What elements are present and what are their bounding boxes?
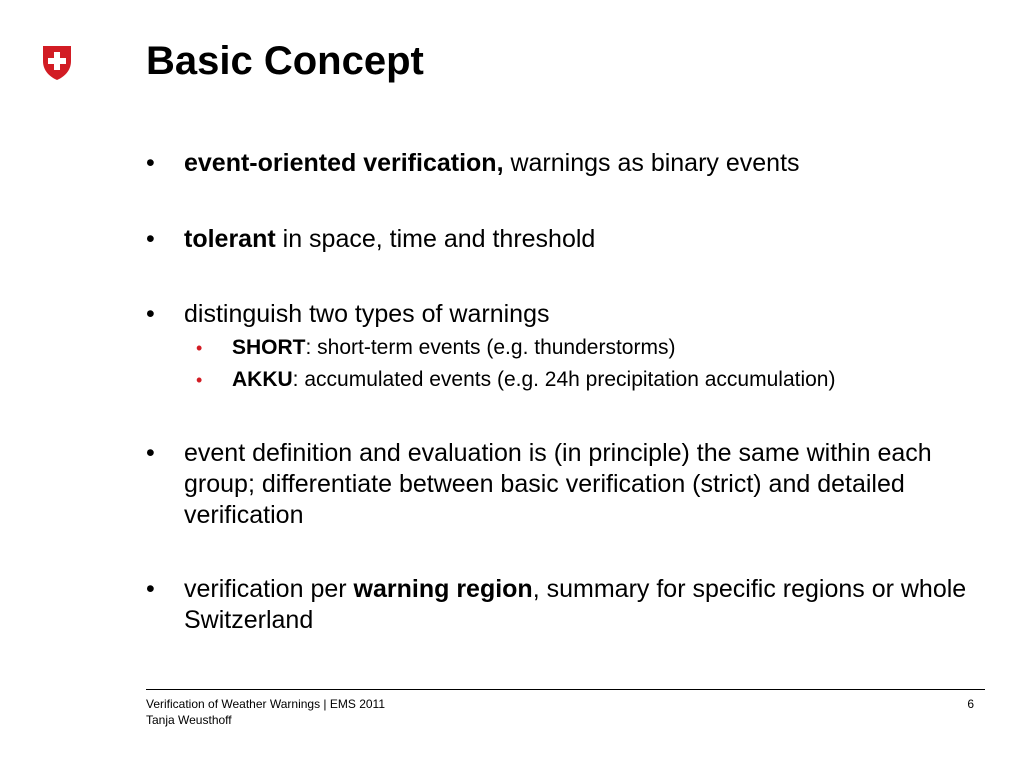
footer-author: Tanja Weusthoff (146, 713, 232, 727)
slide-title: Basic Concept (146, 39, 424, 83)
bullet-dot: • (146, 149, 155, 177)
bullet-dot: • (146, 439, 155, 467)
sub-bullet-bold: SHORT (232, 336, 306, 359)
bullet-bold: tolerant (184, 225, 276, 253)
sub-bullet-bold: AKKU (232, 368, 293, 391)
bullet-bold: event-oriented verification, (184, 149, 504, 177)
sub-bullet-dot: • (196, 370, 203, 390)
footer-event-title: Verification of Weather Warnings | EMS 2011 (146, 697, 386, 711)
bullet-warning-region (146, 574, 986, 636)
bullet-dot: • (146, 575, 155, 603)
bullet-text-after: , summary for specific regions or whole Switzerland (184, 575, 967, 634)
bullet-event-oriented (146, 148, 986, 179)
bullet-text: distinguish two types of warnings (184, 300, 550, 328)
sub-bullet-akku (196, 364, 986, 396)
bullet-text: warnings as binary events (503, 149, 800, 177)
sub-bullet-text: : short-term events (e.g. thunderstorms) (305, 336, 676, 359)
bullet-text: event definition and evaluation is (in principle) the same within each group; differentiate between basic verification (strict) and detailed verification (184, 439, 932, 529)
bullet-text-before: verification per (184, 575, 354, 603)
bullet-dot: • (146, 300, 155, 328)
bullet-dot: • (146, 225, 155, 253)
sub-bullet-short (196, 332, 986, 364)
bullet-two-types (146, 299, 986, 330)
bullet-list (146, 148, 986, 636)
swiss-flag-shield-icon (40, 44, 74, 82)
bullet-event-definition (146, 438, 986, 531)
bullet-tolerant (146, 224, 986, 255)
sub-bullet-text: : accumulated events (e.g. 24h precipitation accumulation) (292, 368, 836, 391)
bullet-bold: warning region (353, 575, 533, 603)
bullet-text: in space, time and threshold (275, 225, 596, 253)
footer-divider (146, 689, 985, 690)
page-number: 6 (967, 697, 974, 711)
sub-bullet-dot: • (196, 338, 203, 358)
